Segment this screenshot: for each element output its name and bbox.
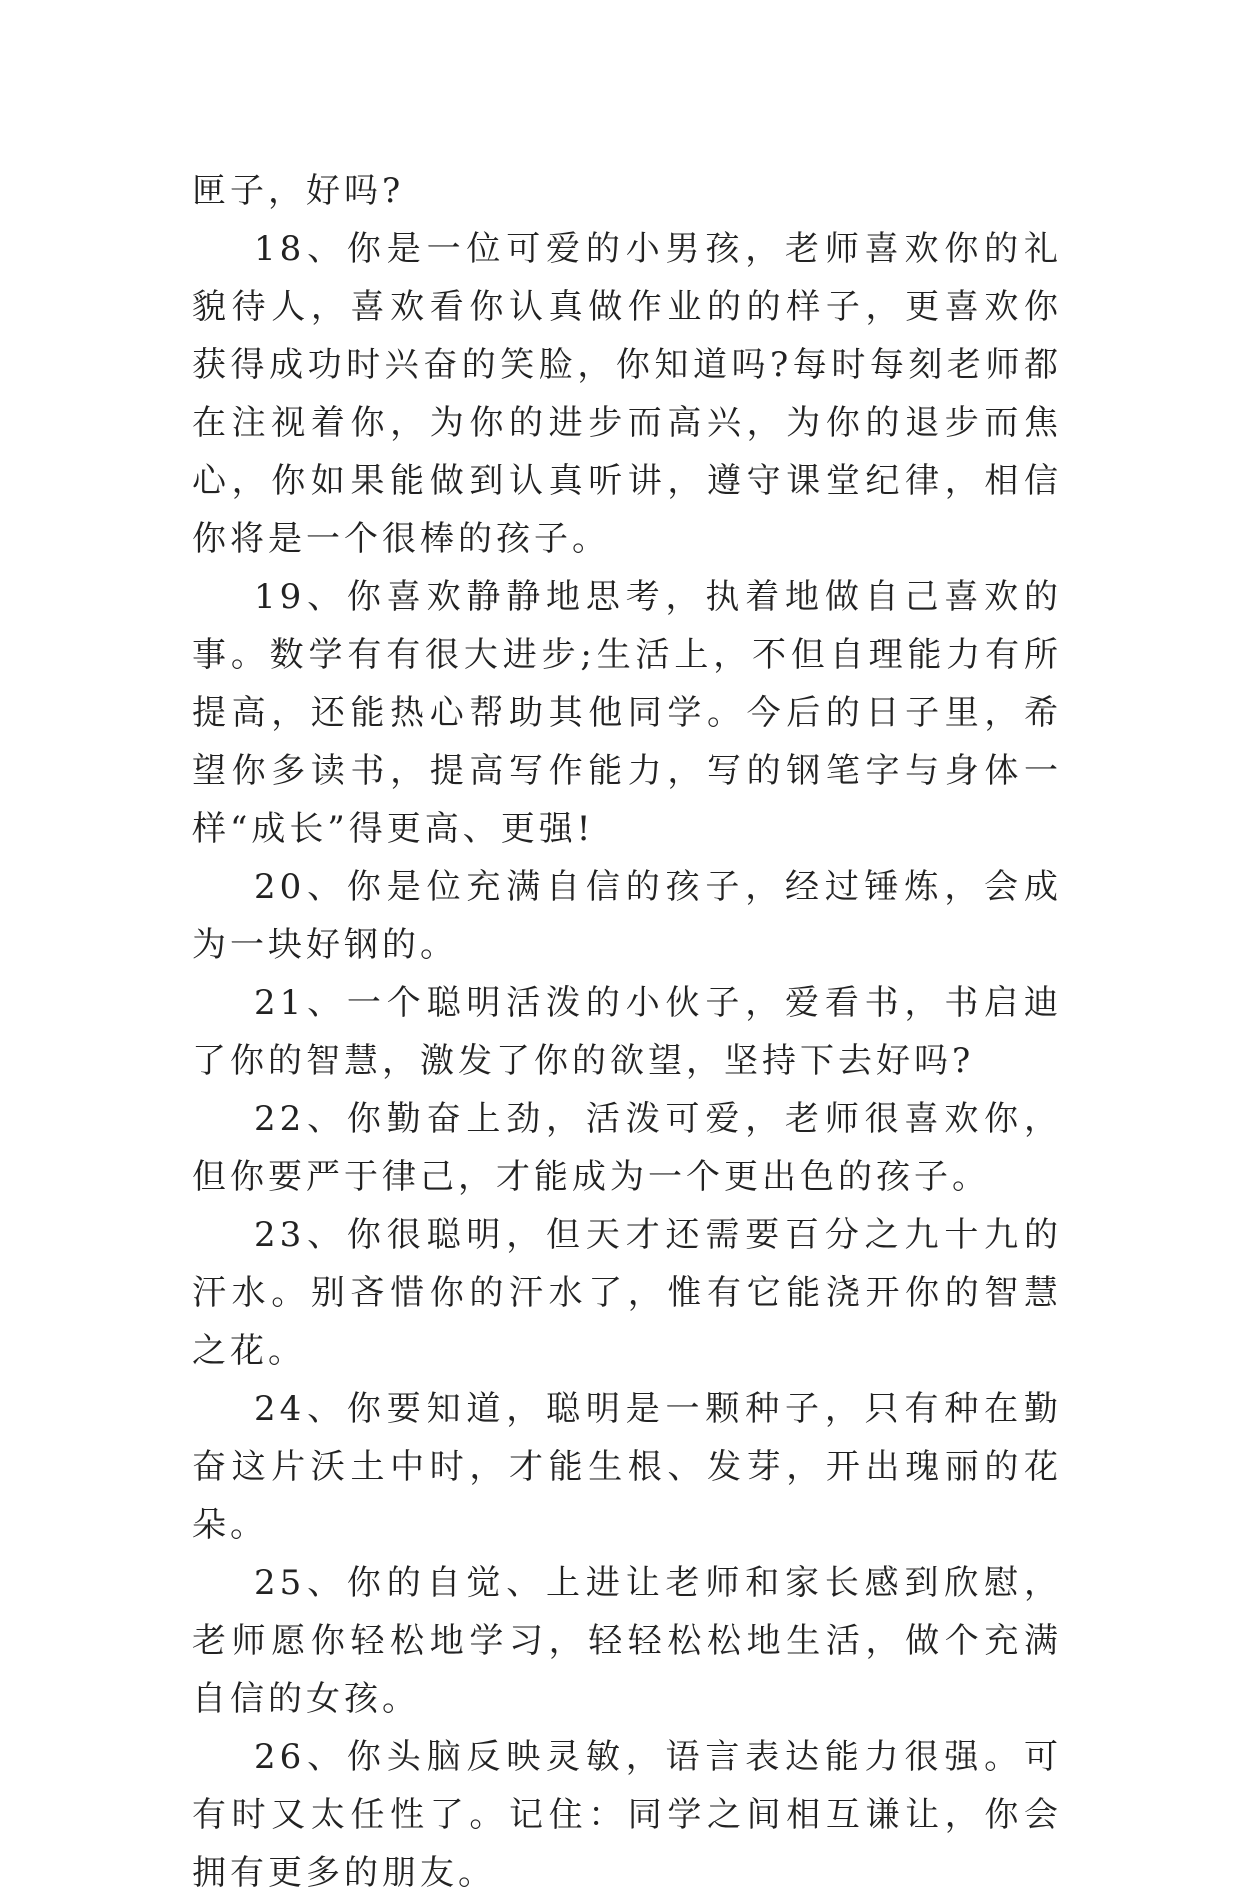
paragraph-18: 18、你是一位可爱的小男孩，老师喜欢你的礼貌待人，喜欢看你认真做作业的的样子，更喜欢你获得成功时兴奋的笑脸，你知道吗?每时每刻老师都在注视着你，为你的进步而高兴，为你的退步而焦心，你如果能做到认真听讲，遵守课堂纪律，相信你将是一个很棒的孩子。 <box>192 229 1062 559</box>
paragraph-23: 23、你很聪明，但天才还需要百分之九十九的汗水。别吝惜你的汗水了，惟有它能浇开你的智慧之花。 <box>192 1215 1062 1371</box>
paragraph-25: 25、你的自觉、上进让老师和家长感到欣慰，老师愿你轻松地学习，轻轻松松地生活，做个充满自信的女孩。 <box>192 1563 1062 1719</box>
paragraph-22: 22、你勤奋上劲，活泼可爱，老师很喜欢你，但你要严于律己，才能成为一个更出色的孩子。 <box>192 1099 1062 1197</box>
paragraph-20: 20、你是位充满自信的孩子，经过锤炼，会成为一块好钢的。 <box>192 867 1062 965</box>
document-body <box>192 162 1062 1902</box>
paragraph-19: 19、你喜欢静静地思考，执着地做自己喜欢的事。数学有有很大进步;生活上，不但自理能力有所提高，还能热心帮助其他同学。今后的日子里，希望你多读书，提高写作能力，写的钢笔字与身体一样“成长”得更高、更强! <box>192 577 1062 849</box>
paragraph-24: 24、你要知道，聪明是一颗种子，只有种在勤奋这片沃土中时，才能生根、发芽，开出瑰丽的花朵。 <box>192 1389 1062 1545</box>
paragraph-21: 21、一个聪明活泼的小伙子，爱看书，书启迪了你的智慧，激发了你的欲望，坚持下去好吗? <box>192 983 1062 1081</box>
paragraph-26: 26、你头脑反映灵敏，语言表达能力很强。可有时又太任性了。记住：同学之间相互谦让，你会拥有更多的朋友。 <box>192 1737 1062 1893</box>
paragraph-17-continued: 匣子，好吗? <box>192 171 405 211</box>
